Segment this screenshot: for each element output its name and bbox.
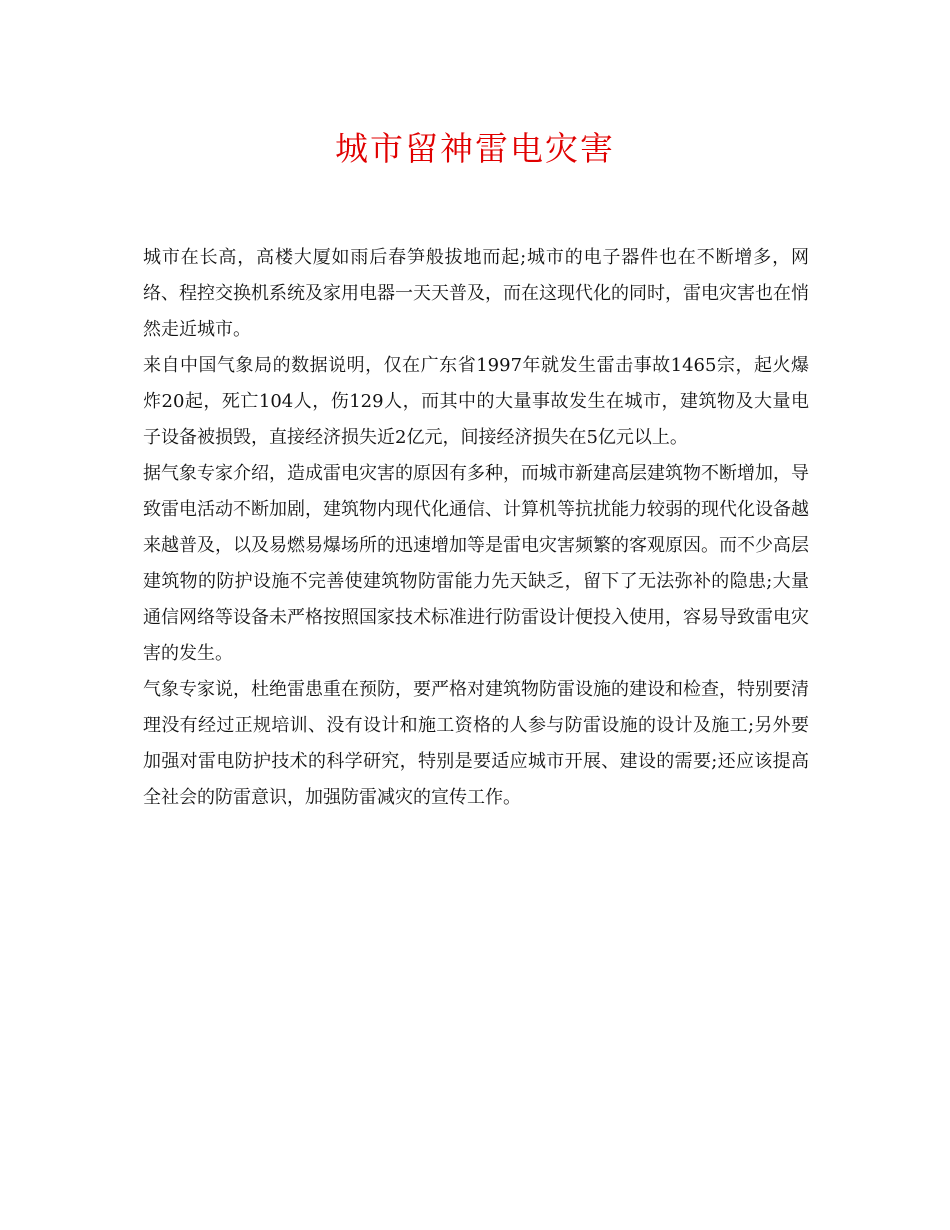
paragraph-1: 城市在长高，高楼大厦如雨后春笋般拔地而起;城市的电子器件也在不断增多，网络、程控交换机系统及家用电器一天天普及，而在这现代化的同时，雷电灾害也在悄然走近城市。 [143,247,809,340]
document-body [143,240,809,816]
document-title: 城市留神雷电灾害 [335,129,615,168]
paragraph-3: 据气象专家介绍，造成雷电灾害的原因有多种，而城市新建高层建筑物不断增加，导致雷电活动不断加剧，建筑物内现代化通信、计算机等抗扰能力较弱的现代化设备越来越普及，以及易燃易爆场所的迅速增加等是雷电灾害频繁的客观原因。而不少高层建筑物的防护设施不完善使建筑物防雷能力先天缺乏，留下了无法弥补的隐患;大量通信网络等设备未严格按照国家技术标准进行防雷设计便投入使用，容易导致雷电灾害的发生。 [143,463,809,664]
paragraph-2: 来自中国气象局的数据说明，仅在广东省1997年就发生雷击事故1465宗，起火爆炸20起，死亡104人，伤129人，而其中的大量事故发生在城市，建筑物及大量电子设备被损毁，直接经济损失近2亿元，间接经济损失在5亿元以上。 [143,355,809,448]
paragraph-4: 气象专家说，杜绝雷患重在预防，要严格对建筑物防雷设施的建设和检查，特别要清理没有经过正规培训、没有设计和施工资格的人参与防雷设施的设计及施工;另外要加强对雷电防护技术的科学研究，特别是要适应城市开展、建设的需要;还应该提高全社会的防雷意识，加强防雷减灾的宣传工作。 [143,679,809,808]
